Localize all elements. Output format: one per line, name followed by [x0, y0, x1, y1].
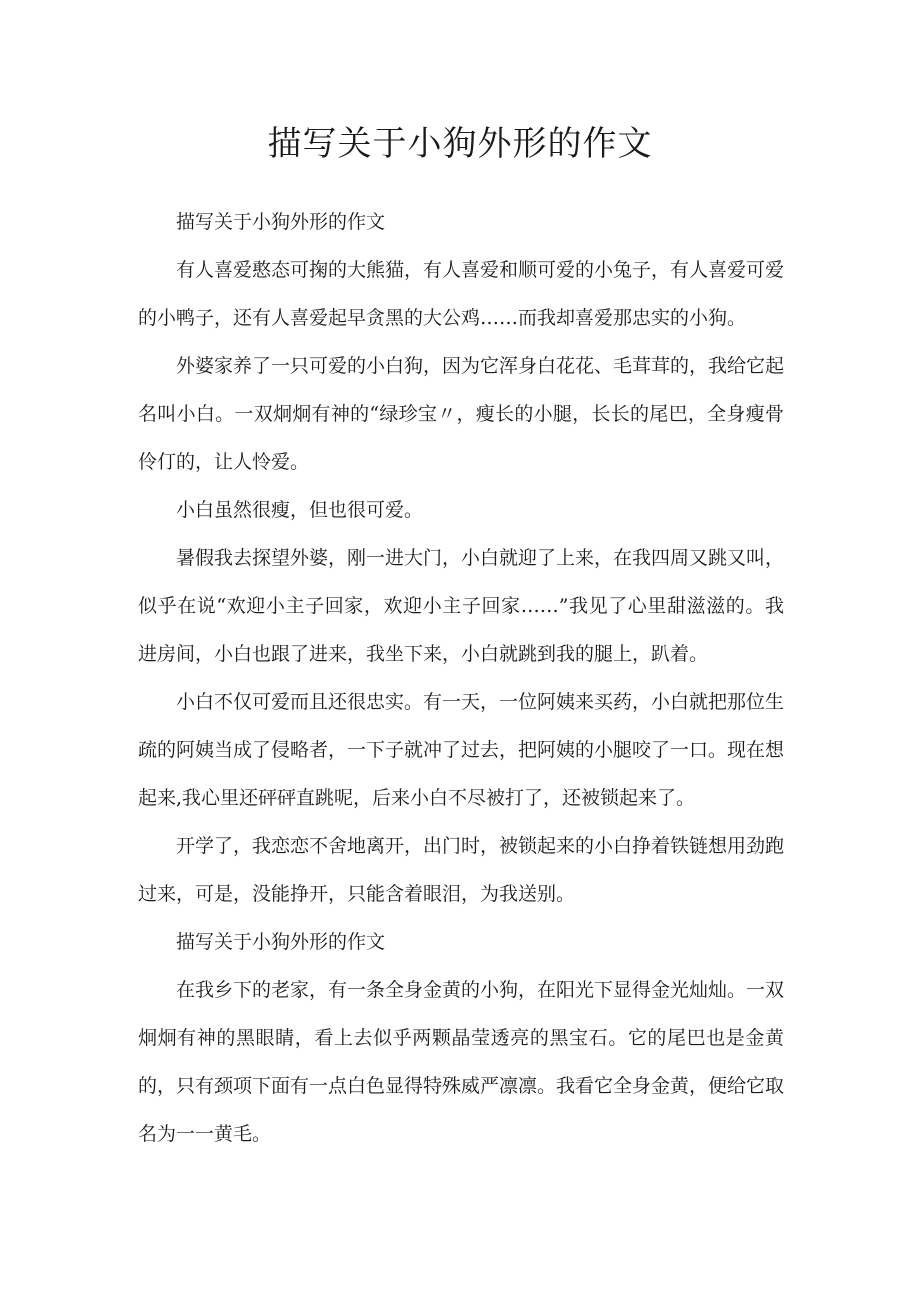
paragraph-subtitle: 描写关于小狗外形的作文 — [176, 931, 386, 953]
paragraph-subtitle: 描写关于小狗外形的作文 — [176, 211, 386, 233]
document-title: 描写关于小狗外形的作文 — [267, 124, 653, 164]
paragraph: 小白虽然很瘦，但也很可爱。 — [176, 499, 424, 521]
paragraph: 外婆家养了一只可爱的小白狗，因为它浑身白花花、毛茸茸的，我给它起名叫小白。一双炯炯有神的“绿珍宝〃，瘦长的小腿，长长的尾巴，全身瘦骨伶仃的，让人怜爱。 — [138, 355, 785, 473]
paragraph: 开学了，我恋恋不舍地离开，出门时，被锁起来的小白挣着铁链想用劲跑过来，可是，没能挣开，只能含着眼泪，为我送别。 — [138, 835, 785, 905]
paragraph: 在我乡下的老家，有一条全身金黄的小狗，在阳光下显得金光灿灿。一双炯炯有神的黑眼睛，看上去似乎两颗晶莹透亮的黑宝石。它的尾巴也是金黄的，只有颈项下面有一点白色显得特殊威严凛凛。我看它全身金黄，便给它取名为一一黄毛。 — [138, 979, 785, 1145]
paragraph: 小白不仅可爱而且还很忠实。有一天，一位阿姨来买药，小白就把那位生疏的阿姨当成了侵略者，一下子就冲了过去，把阿姨的小腿咬了一口。现在想起来,我心里还砰砰直跳呢，后来小白不尽被打了，还被锁起来了。 — [138, 691, 785, 809]
paragraph: 有人喜爱憨态可掬的大熊猫，有人喜爱和顺可爱的小兔子，有人喜爱可爱的小鸭子，还有人喜爱起早贪黑的大公鸡……而我却喜爱那忠实的小狗。 — [138, 259, 785, 329]
paragraph: 暑假我去探望外婆，刚一进大门，小白就迎了上来，在我四周又跳又叫，似乎在说“欢迎小主子回家，欢迎小主子回家……”我见了心里甜滋滋的。我进房间，小白也跟了进来，我坐下来，小白就跳到我的腿上，趴着。 — [138, 547, 785, 665]
document-body — [138, 198, 784, 1158]
